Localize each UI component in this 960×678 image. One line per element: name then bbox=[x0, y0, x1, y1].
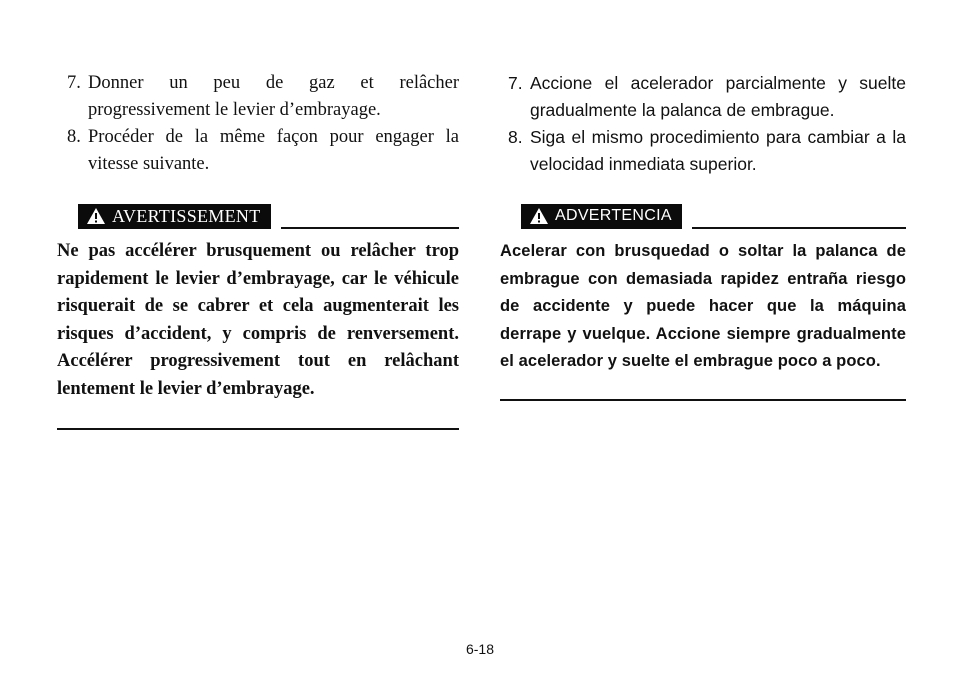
page-number: 6-18 bbox=[465, 641, 495, 657]
step-8 bbox=[57, 124, 459, 178]
warning-triangle-icon bbox=[86, 207, 106, 225]
steps-list bbox=[57, 70, 459, 178]
steps-list bbox=[500, 70, 906, 178]
warning-badge bbox=[521, 204, 682, 229]
divider bbox=[57, 428, 459, 430]
step-number: 7. bbox=[67, 73, 81, 93]
step-7 bbox=[57, 70, 459, 124]
warning-label: ADVERTENCIA bbox=[555, 207, 672, 224]
divider bbox=[281, 227, 460, 229]
warning-triangle-icon bbox=[529, 207, 549, 225]
warning-label: AVERTISSEMENT bbox=[112, 205, 261, 226]
step-text: Donner un peu de gaz et relâcher progressivement le levier d’embrayage. bbox=[88, 73, 459, 120]
warning-text: Ne pas accélérer brusquement ou relâcher trop rapidement le levier d’embrayage, car le véhicule risquerait de se cabrer et cela augmenterait les risques d’accident, y compris de renversement. Accélérer progressivement tout en relâchant lentement le levier d’embrayage. bbox=[57, 241, 459, 399]
step-7 bbox=[500, 70, 906, 124]
warning-text: Acelerar con brusquedad o soltar la palanca de embrague con demasiada rapidez entraña riesgo de accidente y puede hacer que la máquina derrape y vuelque. Accione siempre gradualmente el acelerador y suelte el embrague poco a poco. bbox=[500, 242, 906, 370]
step-number: 8. bbox=[67, 127, 81, 147]
step-text: Siga el mismo procedimiento para cambiar a la velocidad inmediata superior. bbox=[530, 127, 906, 174]
warning-badge bbox=[78, 204, 271, 229]
warning-header bbox=[57, 203, 459, 229]
step-number: 7. bbox=[508, 73, 523, 93]
divider bbox=[500, 399, 906, 401]
step-number: 8. bbox=[508, 127, 523, 147]
step-text: Procéder de la même façon pour engager la vitesse suivante. bbox=[88, 127, 459, 174]
warning-header bbox=[500, 203, 906, 229]
divider bbox=[692, 227, 906, 229]
step-8 bbox=[500, 124, 906, 178]
step-text: Accione el acelerador parcialmente y suelte gradualmente la palanca de embrague. bbox=[530, 73, 906, 120]
